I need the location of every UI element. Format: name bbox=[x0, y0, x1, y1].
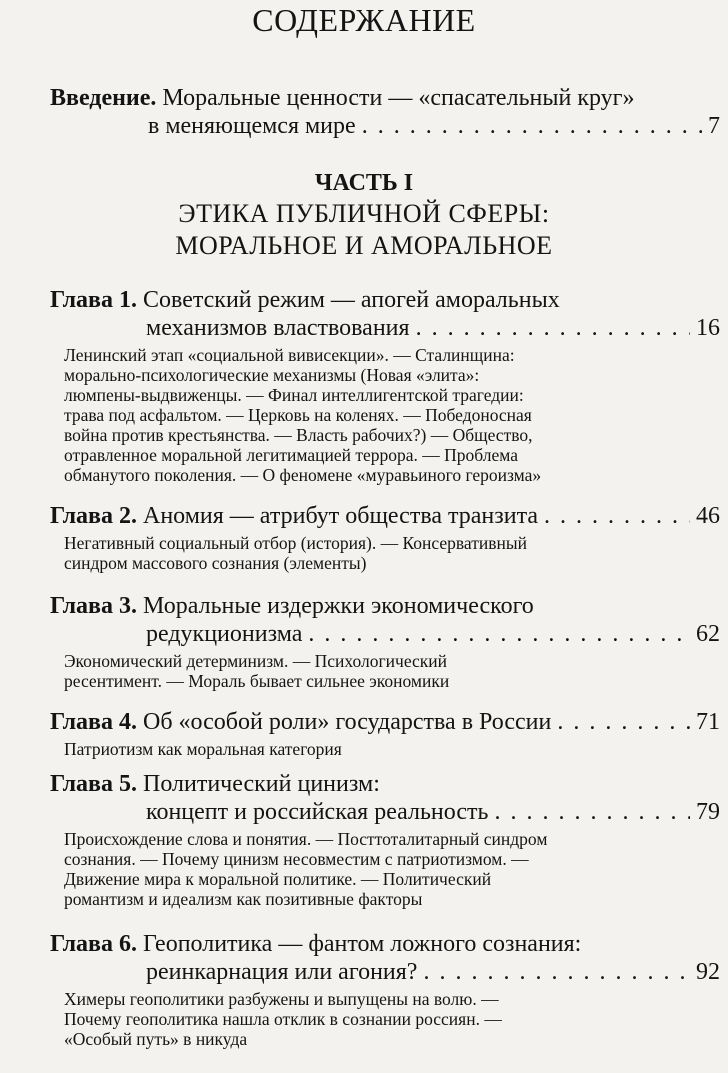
description-line: Движение мира к моральной политике. — Политический bbox=[64, 869, 492, 889]
description-line: трава под асфальтом. — Церковь на коленях. — Победоносная bbox=[64, 405, 532, 425]
part-heading bbox=[0, 168, 728, 262]
chapter-6-label: Глава 6. bbox=[50, 931, 137, 957]
chapter-5-title-line-1: Политический цинизм: bbox=[143, 771, 380, 797]
chapter-5-entry[interactable] bbox=[50, 770, 720, 909]
chapter-2-label: Глава 2. bbox=[50, 503, 137, 529]
chapter-5-label: Глава 5. bbox=[50, 771, 137, 797]
chapter-4-description bbox=[50, 739, 720, 759]
intro-page-number: 7 bbox=[708, 113, 720, 139]
chapter-4-entry[interactable] bbox=[50, 708, 720, 759]
chapter-3-entry[interactable] bbox=[50, 592, 720, 691]
description-line: Химеры геополитики разбужены и выпущены на волю. — bbox=[64, 989, 499, 1009]
chapter-3-description bbox=[50, 651, 720, 691]
dot-leader bbox=[423, 958, 690, 986]
chapter-6-heading-line-2 bbox=[50, 958, 720, 986]
part-number: ЧАСТЬ I bbox=[314, 170, 414, 196]
dot-leader bbox=[308, 620, 690, 648]
description-line: Ленинский этап «социальной вивисекции». — Сталинщина: bbox=[64, 345, 515, 365]
chapter-5-title-line-2: концепт и российская реальность bbox=[146, 799, 489, 825]
chapter-3-title-line-1: Моральные издержки экономического bbox=[143, 593, 534, 619]
part-title-line-1: ЭТИКА ПУБЛИЧНОЙ СФЕРЫ: bbox=[178, 199, 550, 228]
description-line: Патриотизм как моральная категория bbox=[64, 739, 342, 759]
description-line: Почему геополитика нашла отклик в сознании россиян. — bbox=[64, 1009, 502, 1029]
chapter-1-title-line-2: механизмов властвования bbox=[146, 315, 410, 341]
description-line: война против крестьянства. — Власть рабочих?) — Общество, bbox=[64, 425, 533, 445]
chapter-5-heading-line-2 bbox=[50, 798, 720, 826]
chapter-4-heading-line-1 bbox=[50, 708, 720, 736]
description-line: «Особый путь» в никуда bbox=[64, 1029, 248, 1049]
chapter-3-title-line-2: редукционизма bbox=[146, 621, 303, 647]
dot-leader bbox=[494, 798, 690, 826]
intro-label: Введение. bbox=[50, 85, 157, 111]
chapter-6-title-line-1: Геополитика — фантом ложного сознания: bbox=[143, 931, 582, 957]
dot-leader bbox=[362, 112, 702, 140]
description-line: Экономический детерминизм. — Психологический bbox=[64, 651, 448, 671]
chapter-6-page-number: 92 bbox=[696, 959, 720, 985]
intro-line-2 bbox=[50, 112, 720, 140]
intro-title-line-2: в меняющемся мире bbox=[148, 113, 356, 139]
description-line: Происхождение слова и понятия. — Посттоталитарный синдром bbox=[64, 829, 548, 849]
chapter-2-page-number: 46 bbox=[696, 503, 720, 529]
description-line: обманутого поколения. — О феномене «муравьиного героизма» bbox=[64, 465, 542, 485]
chapter-4-label: Глава 4. bbox=[50, 709, 137, 735]
chapter-6-title-line-2: реинкарнация или агония? bbox=[146, 959, 418, 985]
description-line: ресентимент. — Мораль бывает сильнее экономики bbox=[64, 671, 450, 691]
part-title-line-2: МОРАЛЬНОЕ И АМОРАЛЬНОЕ bbox=[175, 231, 553, 260]
chapter-1-description bbox=[50, 345, 720, 485]
chapter-5-heading-line-1 bbox=[50, 770, 720, 798]
chapter-4-title-line-1: Об «особой роли» государства в России bbox=[143, 709, 552, 735]
intro-title-line-1: Моральные ценности — «спасательный круг» bbox=[162, 85, 635, 111]
page-title: СОДЕРЖАНИЕ bbox=[252, 2, 476, 38]
chapter-5-description bbox=[50, 829, 720, 909]
chapter-2-entry[interactable] bbox=[50, 502, 720, 573]
chapter-3-page-number: 62 bbox=[696, 621, 720, 647]
chapter-6-entry[interactable] bbox=[50, 930, 720, 1049]
chapter-4-page-number: 71 bbox=[696, 709, 720, 735]
chapter-1-heading-line-1 bbox=[50, 286, 720, 314]
chapter-2-description bbox=[50, 533, 720, 573]
chapter-6-description bbox=[50, 989, 720, 1049]
chapter-3-heading-line-2 bbox=[50, 620, 720, 648]
description-line: Негативный социальный отбор (история). — Консервативный bbox=[64, 533, 527, 553]
description-line: люмпены-выдвиженцы. — Финал интеллигентской трагедии: bbox=[64, 385, 524, 405]
chapter-1-heading-line-2 bbox=[50, 314, 720, 342]
chapter-1-entry[interactable] bbox=[50, 286, 720, 485]
chapter-1-page-number: 16 bbox=[696, 315, 720, 341]
description-line: сознания. — Почему цинизм несовместим с патриотизмом. — bbox=[64, 849, 529, 869]
chapter-2-heading-line-1 bbox=[50, 502, 720, 530]
chapter-1-title-line-1: Советский режим — апогей аморальных bbox=[143, 287, 560, 313]
description-line: отравленное моральной легитимацией террора. — Проблема bbox=[64, 445, 518, 465]
chapter-1-label: Глава 1. bbox=[50, 287, 137, 313]
description-line: синдром массового сознания (элементы) bbox=[64, 553, 367, 573]
dot-leader bbox=[544, 502, 690, 530]
intro-entry[interactable] bbox=[50, 84, 720, 140]
chapter-5-page-number: 79 bbox=[696, 799, 720, 825]
chapter-3-heading-line-1 bbox=[50, 592, 720, 620]
dot-leader bbox=[557, 708, 690, 736]
intro-line-1 bbox=[50, 84, 720, 112]
description-line: морально-психологические механизмы (Новая «элита»: bbox=[64, 365, 480, 385]
description-line: романтизм и идеализм как позитивные факторы bbox=[64, 889, 423, 909]
chapter-3-label: Глава 3. bbox=[50, 593, 137, 619]
dot-leader bbox=[416, 314, 690, 342]
chapter-6-heading-line-1 bbox=[50, 930, 720, 958]
chapter-2-title-line-1: Аномия — атрибут общества транзита bbox=[143, 503, 539, 529]
